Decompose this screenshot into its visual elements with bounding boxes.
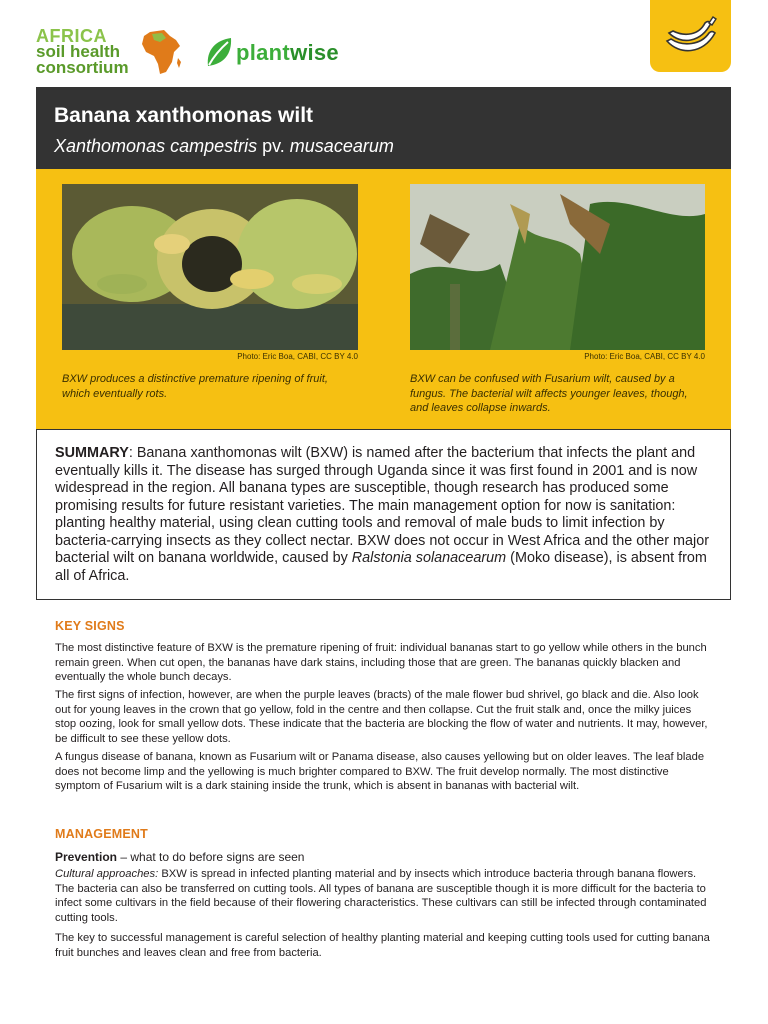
africa-soil-health-consortium-logo <box>36 28 181 78</box>
management-heading: MANAGEMENT <box>55 827 148 841</box>
summary-box <box>36 429 731 600</box>
cultural-approaches-text: BXW is spread in infected planting material and by insects which introduce bacteria through banana flowers. The bacteria can also be transferred on cutting tools. All types of banana are susceptible though it is more difficult for the bacteria to infect some cultivars in the field because of their flowering characteristics. These cultivars can still be infected through contaminated cutting tools. <box>55 868 707 924</box>
ashc-logo-line-soil-health: soil health <box>36 42 121 61</box>
summary-label: SUMMARY <box>55 445 129 461</box>
photo-banana-bunches <box>62 184 358 350</box>
key-signs-paragraph: The most distinctive feature of BXW is the premature ripening of fruit: individual bananas start to go yellow while others in the bunch remain green. When cut open, the bananas have dark stains, including those that are green. The bananas quickly blacken and eventually the whole bunch decays. <box>55 642 707 684</box>
prevention-subheading <box>55 850 715 865</box>
key-signs-heading: KEY SIGNS <box>55 619 125 633</box>
key-signs-paragraph: A fungus disease of banana, known as Fusarium wilt or Panama disease, also causes yellowing but on older leaves. The leaf blade does not become limp and the yellowing is much brighter compared to BXW. The fruit develop normally. The most distinctive symptom of Fusarium wilt is a dark staining inside the trunk, which is absent in bananas with bacterial wilt. <box>55 751 705 793</box>
scientific-name-pathovar: musacearum <box>289 136 394 156</box>
banana-tab <box>650 0 731 72</box>
photo-wilted-banana-plants <box>410 184 705 350</box>
plantwise-logo <box>204 36 339 70</box>
banana-icon <box>661 11 721 61</box>
scientific-name <box>54 133 731 159</box>
scientific-name-pv: pv. <box>257 136 290 156</box>
cultural-approaches-label: Cultural approaches: <box>55 868 159 880</box>
prevention-text: – what to do before signs are seen <box>117 850 305 864</box>
plantwise-leaf-icon <box>204 36 234 70</box>
title-block <box>36 87 731 169</box>
summary-italic-term: Ralstonia solanacearum <box>351 550 507 566</box>
ashc-logo-line-consortium: consortium <box>36 58 129 77</box>
plantwise-wordmark <box>236 40 339 66</box>
summary-text-end: (Moko disease), is absent from all of Africa. <box>55 550 707 584</box>
photo-credit: Photo: Eric Boa, CABI, CC BY 4.0 <box>237 352 358 361</box>
photo-caption: BXW can be confused with Fusarium wilt, caused by a fungus. The bacterial wilt affects younger leaves, though, and leaves collapse inwards. <box>410 373 688 414</box>
plantwise-wordmark-plant: plant <box>236 40 291 65</box>
scientific-name-genus: Xanthomonas campestris <box>54 136 258 156</box>
summary-text: : Banana xanthomonas wilt (BXW) is named after the bacterium that infects the plant and eventually kills it. The disease has surged through Uganda since it was first found in 2001 and is now widespread in the region. All banana types are susceptible, though research has produced some promising results for future resistant varieties. The main management option for now is sanitation: planting healthy material, using clean cutting tools and removal of male buds to limit infection by bacteria-carrying insects as they collect nectar. BXW does not occur in West Africa and the other major bacterial wilt on banana worldwide, caused by <box>55 445 710 566</box>
plantwise-wordmark-wise: wise <box>290 40 339 65</box>
photo-credit: Photo: Eric Boa, CABI, CC BY 4.0 <box>584 352 705 361</box>
photo-caption: BXW produces a distinctive premature ripening of fruit, which eventually rots. <box>62 373 328 400</box>
photo-band <box>36 169 731 431</box>
africa-map-icon <box>140 28 184 78</box>
page-title: Banana xanthomonas wilt <box>54 104 314 127</box>
cultural-approaches-paragraph <box>55 867 715 925</box>
prevention-label: Prevention <box>55 850 118 864</box>
ashc-logo-line-africa: AFRICA <box>36 26 107 46</box>
management-paragraph: The key to successful management is careful selection of healthy planting material and keeping cutting tools used for cutting banana fruit bunches and leaves clean and free from bacteria. <box>55 932 710 959</box>
key-signs-paragraph: The first signs of infection, however, are when the purple leaves (bracts) of the male flower bud shrivel, go black and die. Also look out for young leaves in the crown that go yellow, fold in the centre and then collapse. Cut the fruit stalk and, once the milky juices stop oozing, look for small yellow dots. These indicate that the bacteria are blocking the flow of water and nutrients. It may, however, be difficult to see these yellow dots. <box>55 689 708 745</box>
